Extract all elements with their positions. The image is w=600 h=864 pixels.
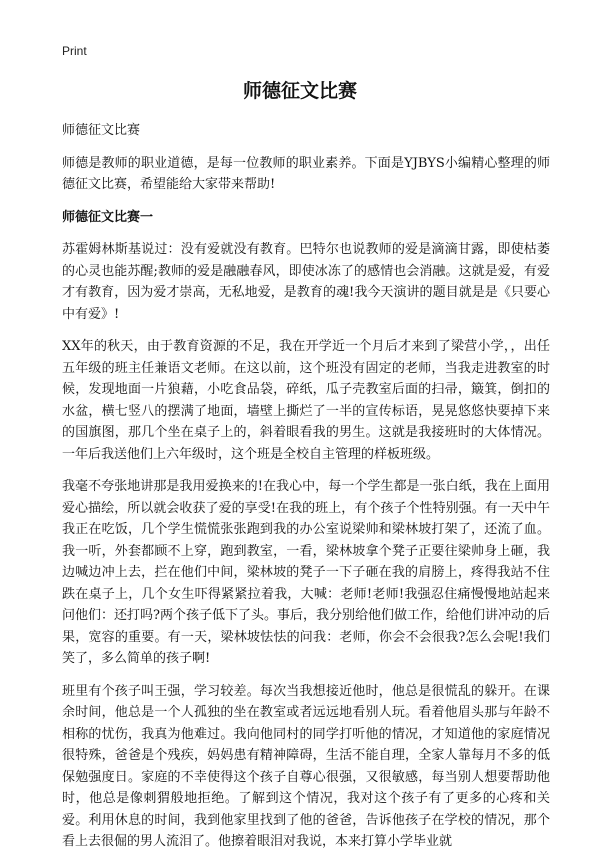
page-title: 师德征文比赛 [242,80,357,102]
section-heading: 师德征文比赛一 [62,209,154,225]
body-paragraph: 班里有个孩子叫王强，学习较差。每次当我想接近他时，他总是很慌乱的躲开。在课余时间，他总是一个人孤独的坐在教室或者远远地看别人玩。看着他眉头那与年龄不相称的忧伤，我真为他难过。我向他同村的同学打听他的情况，才知道他的家庭情况很特殊，爸爸是个残疾，妈妈患有精神障碍，生活不能自理，全家人靠每月不多的低保勉强度日。家庭的不幸使得这个孩子自尊心很强，又很敏感，每当别人想要帮助他时，他总是像刺猬般地拒绝。了解到这个情况，我对这个孩子有了更多的心疼和关爱。利用休息的时间，我到他家里找到了他的爸爸，告诉他孩子在学校的情况，那个看上去很倔的男人流泪了。他擦着眼泪对我说，本来打算小学毕业就 [62,683,550,849]
article-body [62,120,550,864]
body-paragraph: 我毫不夸张地讲那是我用爱换来的!在我心中，每一个学生都是一张白纸，我在上面用爱心描绘，所以就会收获了爱的享受!在我的班上，有个孩子个性特别强。有一天中午我正在吃饭，几个学生慌慌张张跑到我的办公室说梁帅和梁林坡打架了，还流了血。我一听，外套都顾不上穿，跑到教室，一看，梁林坡拿个凳子正要往梁帅身上砸，我边喊边冲上去，拦在他们中间，梁林坡的凳子一下子砸在我的肩膀上，疼得我站不住跌在桌子上，几个女生吓得紧紧拉着我，大喊：老师!老师!我强忍住痛慢慢地站起来问他们：还打吗?两个孩子低下了头。事后，我分别给他们做工作，给他们讲冲动的后果，宽容的重要。有一天，梁林坡怯怯的问我：老师，你会不会很我?怎么会呢!我们笑了，多么简单的孩子啊! [62,479,550,666]
intro-paragraph: 师德是教师的职业道德，是每一位教师的职业素养。下面是YJBYS小编精心整理的师德征文比赛，希望能给大家带来帮助! [62,155,550,192]
body-paragraph: XX年的秋天，由于教育资源的不足，我在开学近一个月后才来到了梁营小学，，出任五年级的班主任兼语文老师。在这以前，这个班没有固定的老师，当我走进教室的时候，发现地面一片狼藉，小吃食品袋，碎纸，瓜子壳教室后面的扫帚，簸箕，倒扣的水盆，横七竖八的摆满了地面，墙壁上撕烂了一半的宣传标语，晃晃悠悠快要掉下来的国旗图，那几个坐在桌子上的，斜着眼看我的男生。这就是我接班时的大体情况。一年后我送他们上六年级时，这个班是全校自主管理的样板班级。 [62,339,550,462]
print-link[interactable]: Print [62,44,87,58]
body-paragraph: 苏霍姆林斯基说过：没有爱就没有教育。巴特尔也说教师的爱是滴滴甘露，即使枯萎的心灵也能苏醒;教师的爱是融融春风，即使冰冻了的感情也会消融。这就是爱，有爱才有教育，因为爱才崇高，无私地爱，是教育的魂!我今天演讲的题目就是是《只要心中有爱》! [62,242,550,322]
article-subtitle: 师德征文比赛 [62,123,141,138]
